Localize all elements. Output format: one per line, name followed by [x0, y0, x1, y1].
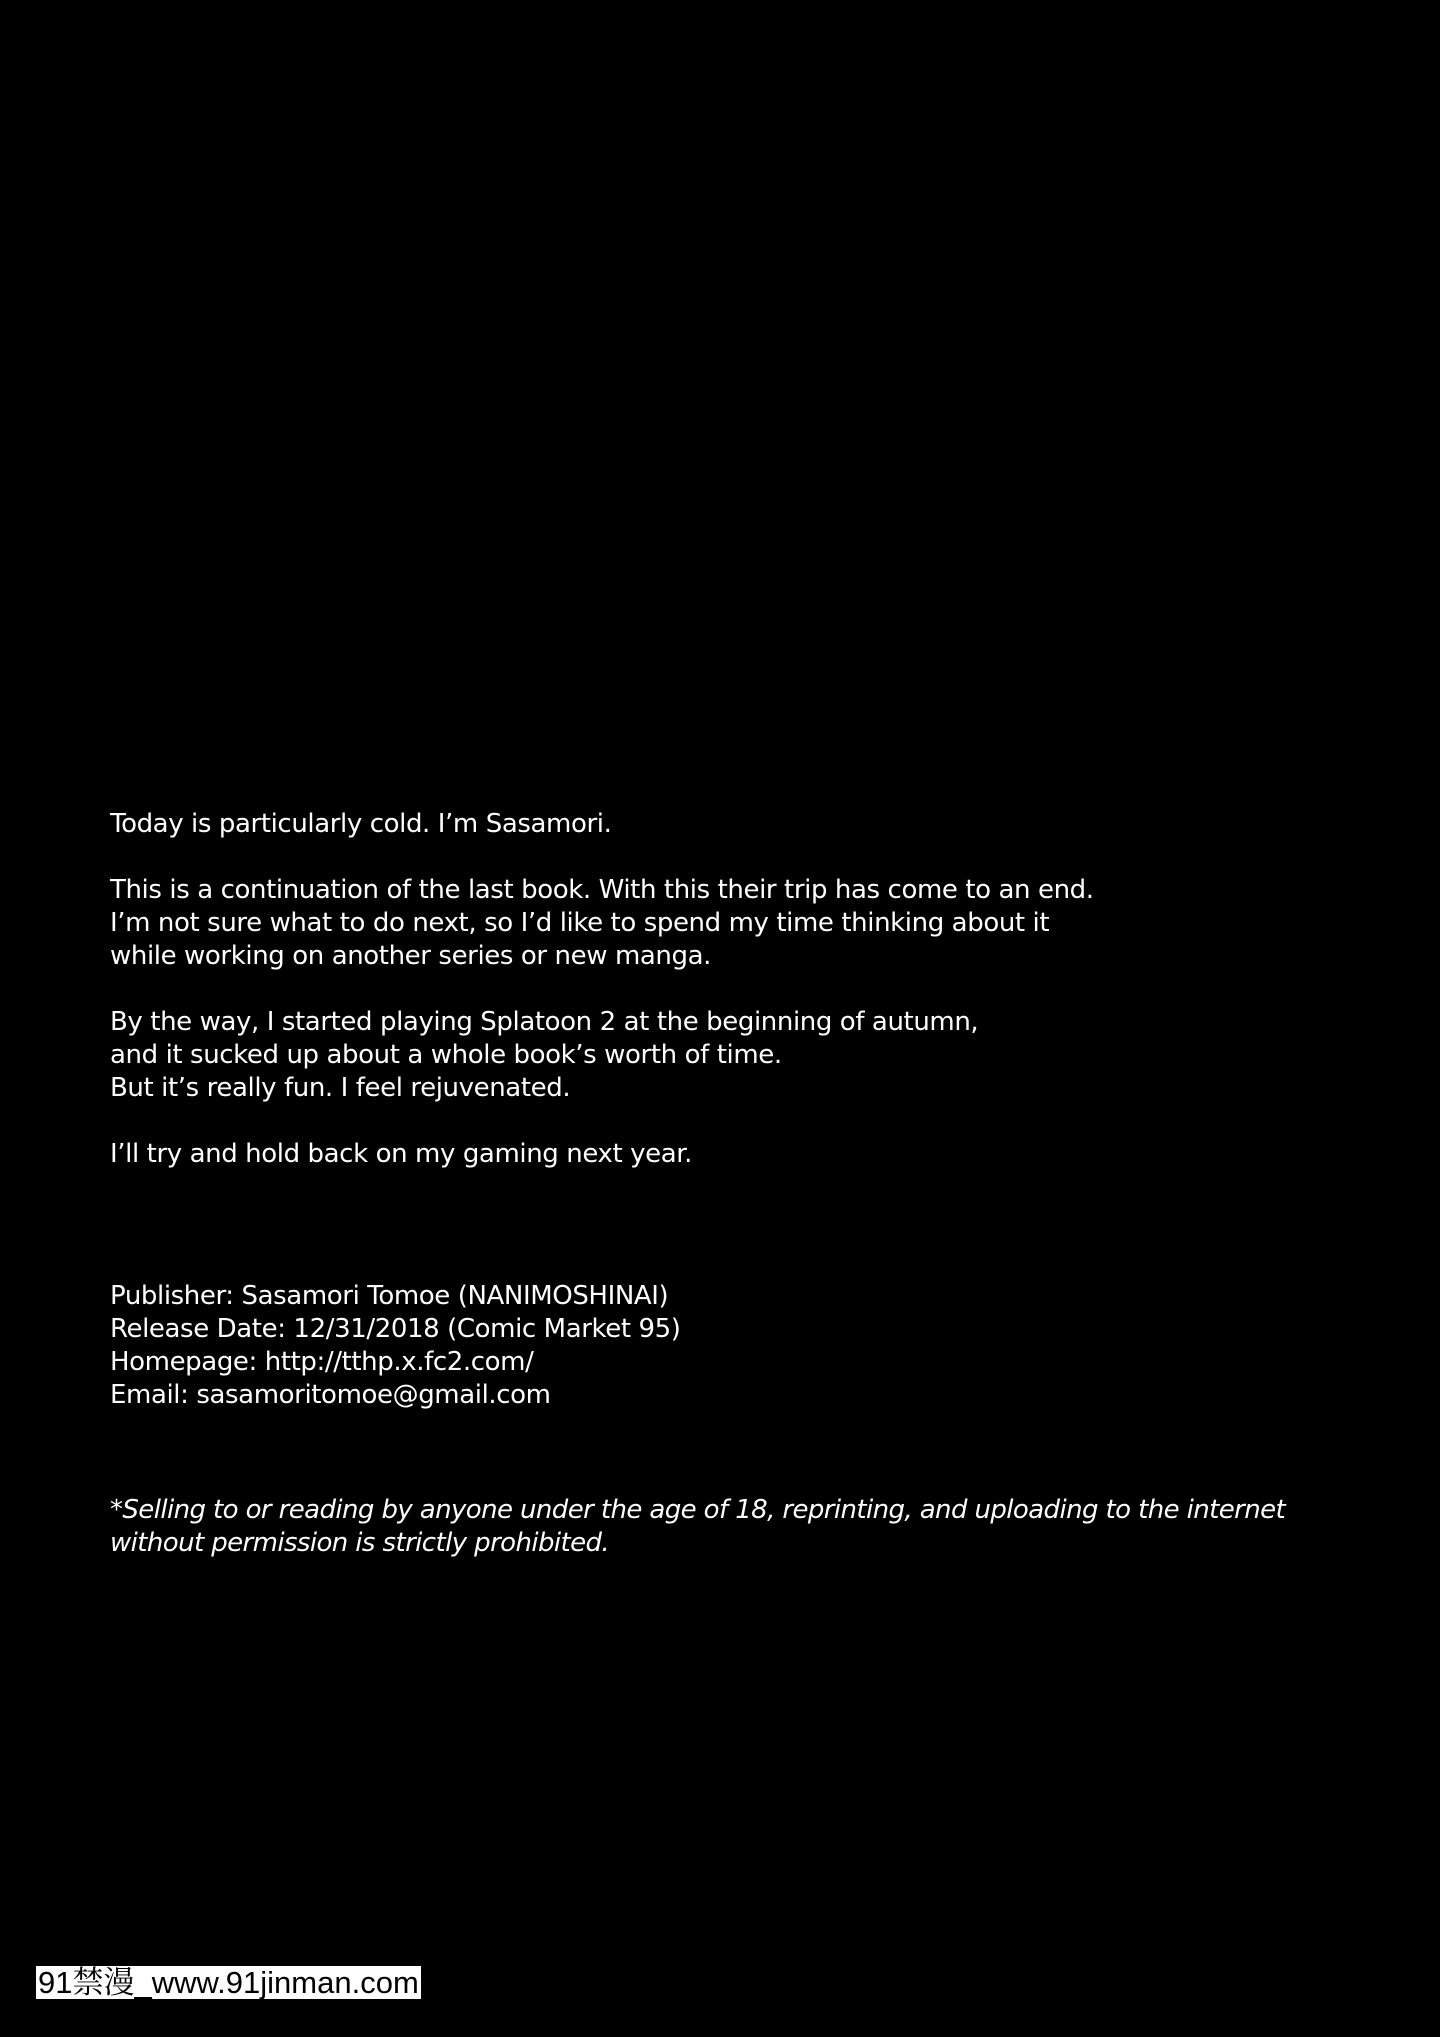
notice-line: *Selling to or reading by anyone under the age of 18, reprinting, and uploading to the internet — [110, 1495, 1286, 1525]
site-watermark: 91禁漫_www.91jinman.com — [38, 1965, 419, 2000]
afterword-line: Today is particularly cold. I’m Sasamori. — [110, 809, 612, 839]
afterword-paragraph — [110, 1138, 1290, 1171]
afterword-line: I’ll try and hold back on my gaming next year. — [110, 1139, 692, 1169]
release-date-line: Release Date: 12/31/2018 (Comic Market 95) — [110, 1314, 681, 1344]
publisher-line: Publisher: Sasamori Tomoe (NANIMOSHINAI) — [110, 1281, 669, 1311]
notice-line: without permission is strictly prohibited. — [110, 1528, 610, 1558]
afterword-paragraph — [110, 1006, 1290, 1105]
afterword-line: while working on another series or new manga. — [110, 941, 711, 971]
afterword-line: This is a continuation of the last book. With this their trip has come to an end. — [110, 875, 1094, 905]
afterword-paragraph — [110, 808, 1290, 841]
afterword-line: By the way, I started playing Splatoon 2 at the beginning of autumn, — [110, 1007, 979, 1037]
afterword-line: But it’s really fun. I feel rejuvenated. — [110, 1073, 571, 1103]
afterword-line: and it sucked up about a whole book’s worth of time. — [110, 1040, 782, 1070]
homepage-line: Homepage: http://tthp.x.fc2.com/ — [110, 1347, 534, 1377]
afterword-line: I’m not sure what to do next, so I’d like to spend my time thinking about it — [110, 908, 1050, 938]
colophon — [110, 1280, 681, 1412]
afterword-text — [110, 808, 1290, 1204]
copyright-notice — [110, 1494, 1285, 1560]
email-line: Email: sasamoritomoe@gmail.com — [110, 1380, 551, 1410]
afterword-paragraph — [110, 874, 1290, 973]
